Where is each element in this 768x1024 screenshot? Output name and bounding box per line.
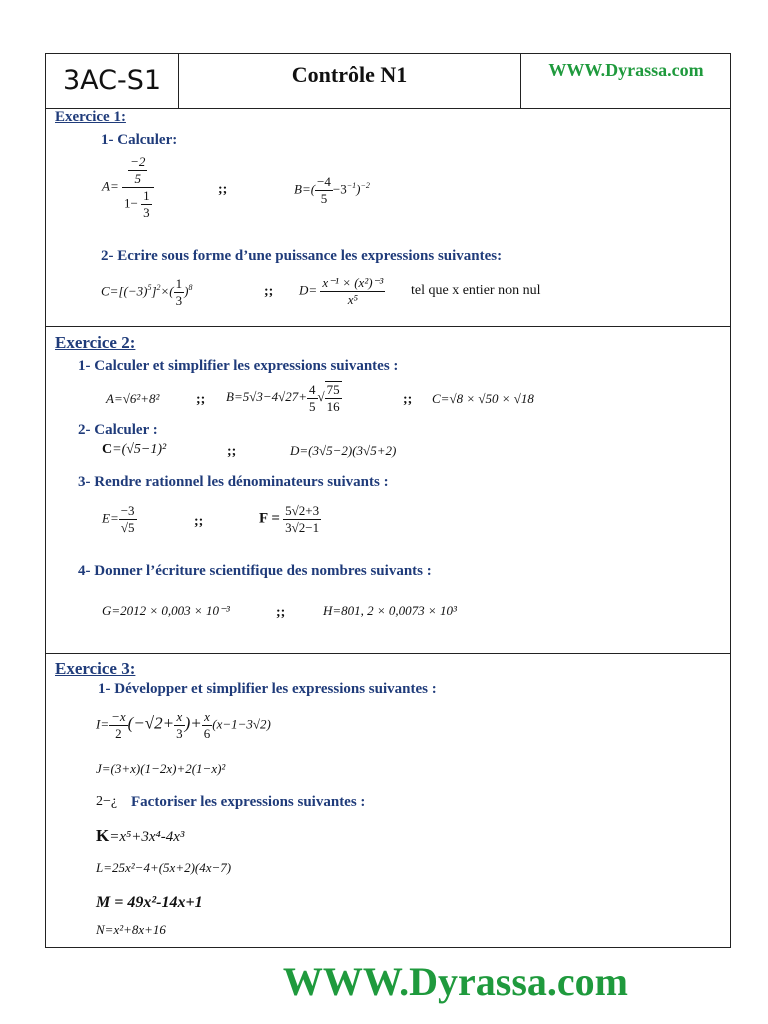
separator: ;; <box>264 284 274 299</box>
I-f3-num: x <box>202 709 213 726</box>
A-fraction <box>122 154 154 221</box>
I-label: I= <box>96 716 110 732</box>
E-num: −3 <box>120 503 135 518</box>
C-times: ×( <box>160 283 174 299</box>
I-end: (x−1−3√2) <box>212 716 271 732</box>
C-start: C=[(−3) <box>101 283 148 299</box>
ex1-question-1: 1- Calculer: <box>101 132 178 148</box>
I-fraction-1 <box>109 709 128 742</box>
ex2-expression-D: D=(3√5−2)(3√5+2) <box>290 443 397 458</box>
header-site-link[interactable]: WWW.Dyrassa.com <box>548 60 704 80</box>
B-label: B=( <box>294 181 316 197</box>
separator: ;; <box>218 182 228 197</box>
footer-site-link[interactable]: WWW.Dyrassa.com <box>282 959 628 1004</box>
A-den-frac-den: 3 <box>143 205 150 220</box>
B2-root-fraction <box>325 381 342 415</box>
F-den: 3√2−1 <box>285 520 320 535</box>
D-den: x⁵ <box>347 292 359 307</box>
A-den-fraction <box>141 188 152 221</box>
A-numerator <box>122 154 154 188</box>
B-frac-num: −4 <box>317 174 331 189</box>
C-mid: ] <box>151 283 157 299</box>
B2-root-num: 75 <box>326 382 340 397</box>
B-frac-den: 5 <box>320 191 328 206</box>
ex2-expression-E <box>102 503 137 536</box>
ex3-expression-N: N=x²+8x+16 <box>96 922 166 937</box>
exercise-1-title: Exercice 1: <box>55 109 126 125</box>
D-fraction <box>320 275 385 308</box>
C-close: ) <box>184 283 189 299</box>
B-fraction <box>315 174 333 207</box>
A-inner-den: 5 <box>134 171 142 186</box>
ex1-D-note: tel que x entier non nul <box>411 283 541 298</box>
B2-frac-den: 5 <box>309 398 316 414</box>
ex2-question-3: 3- Rendre rationnel les dénominateurs suivants : <box>78 474 389 490</box>
ex1-expression-A <box>102 154 154 221</box>
ex3-expression-K <box>96 826 184 846</box>
F-fraction <box>283 503 321 536</box>
B2-root-sign: √ <box>317 388 325 404</box>
B2-text: B=5√3−4√27+ <box>226 388 308 404</box>
I-f2-num: x <box>174 709 185 726</box>
ex1-question-2: 2- Ecrire sous forme d’une puissance les expressions suivantes: <box>101 248 503 264</box>
ex3-expression-I <box>96 709 271 742</box>
K-text: =x⁵+3x⁴-4x³ <box>109 829 185 845</box>
E-label: E= <box>102 510 119 526</box>
separator: ;; <box>403 392 413 407</box>
C2-text: =(√5−1)² <box>112 442 167 457</box>
C-frac-num: 1 <box>175 276 183 291</box>
D-num: x⁻¹ × (x²)⁻³ <box>322 275 384 290</box>
exercise-3-title: Exercice 3: <box>55 659 136 678</box>
ex1-expression-B <box>294 174 370 207</box>
class-label: 3AC-S1 <box>46 54 179 108</box>
divider <box>46 653 730 654</box>
header-row <box>46 54 730 109</box>
ex3-expression-L: L=25x²−4+(5x+2)(4x−7) <box>96 860 232 875</box>
separator: ;; <box>196 392 206 407</box>
exam-title: Contrôle N1 <box>179 54 521 108</box>
I-f1-den: 2 <box>115 726 122 741</box>
A-inner-fraction <box>128 154 147 187</box>
separator: ;; <box>194 514 204 529</box>
C-exp3: 8 <box>188 283 193 293</box>
I-f2-den: 3 <box>176 726 183 741</box>
A-denominator <box>122 188 154 221</box>
ex2-expression-G: G=2012 × 0,003 × 10⁻³ <box>102 603 230 618</box>
separator: ;; <box>276 605 286 620</box>
ex2-expression-H: H=801, 2 × 0,0073 × 10³ <box>323 603 457 618</box>
C2-bold: C <box>102 442 113 457</box>
B2-fraction <box>307 382 318 415</box>
B-exp: −2 <box>360 181 370 191</box>
ex1-expression-D <box>299 275 385 308</box>
B-exp-inner: −1 <box>346 181 357 191</box>
C-frac-den: 3 <box>175 293 183 308</box>
separator: ;; <box>227 444 237 459</box>
exercise-2-title: Exercice 2: <box>55 333 136 352</box>
E-den: √5 <box>120 520 135 535</box>
ex3-expression-M: M = 49x²-14x+1 <box>96 894 203 911</box>
E-fraction <box>119 503 137 536</box>
B2-frac-num: 4 <box>309 381 316 397</box>
exam-frame <box>45 53 731 948</box>
I-mid2: )+ <box>184 713 202 733</box>
ex2-question-4: 4- Donner l’écriture scientifique des nombres suivants : <box>78 563 432 579</box>
ex3-question-2: Factoriser les expressions suivantes : <box>131 794 366 810</box>
B-rest: −3 <box>332 181 347 197</box>
ex2-expression-A: A=√6²+8² <box>106 391 160 406</box>
A-den-frac-num: 1 <box>143 188 150 203</box>
A-label: A= <box>102 178 119 194</box>
I-fraction-2 <box>174 709 185 742</box>
I-f1-num: −x <box>111 709 126 724</box>
B2-root-den: 16 <box>326 399 340 414</box>
I-fraction-3 <box>202 709 213 742</box>
C-exp1: 5 <box>147 283 152 293</box>
divider <box>46 326 730 327</box>
I-mid1: (−√2+ <box>127 713 175 733</box>
ex3-question-2-prefix: 2−¿ <box>96 794 118 809</box>
A-inner-num: −2 <box>130 154 146 169</box>
ex2-expression-C: C=√8 × √50 × √18 <box>432 391 534 406</box>
F-label: F = <box>259 510 280 527</box>
ex3-question-1: 1- Développer et simplifier les expressions suivantes : <box>98 681 437 697</box>
ex2-expression-F <box>259 503 321 536</box>
ex2-question-2: 2- Calculer : <box>78 422 158 438</box>
F-num: 5√2+3 <box>285 503 320 518</box>
ex2-expression-B <box>226 381 342 415</box>
ex2-expression-C2 <box>102 442 166 458</box>
I-f3-den: 6 <box>203 726 211 741</box>
A-den-text: 1− <box>123 195 138 211</box>
B-close: ) <box>356 181 361 197</box>
K-bold: K <box>96 826 110 845</box>
ex3-expression-J: J=(3+x)(1−2x)+2(1−x)² <box>96 761 226 776</box>
D-label: D= <box>299 282 318 298</box>
ex1-expression-C <box>101 276 192 309</box>
ex2-question-1: 1- Calculer et simplifier les expressions suivantes : <box>78 358 399 374</box>
C-fraction <box>174 276 185 309</box>
C-exp2: 2 <box>156 283 161 293</box>
